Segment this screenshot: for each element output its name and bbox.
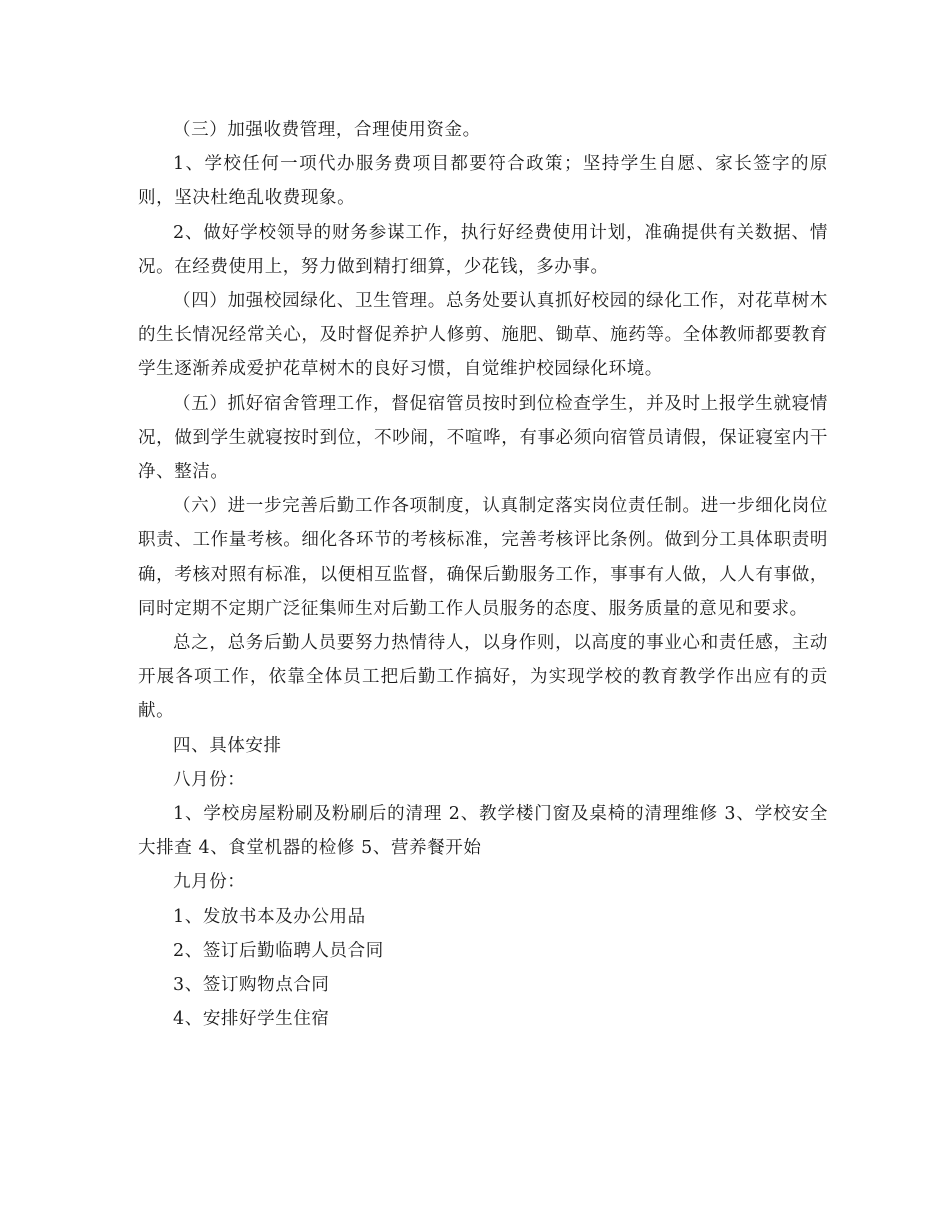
document-body [138,113,828,1036]
paragraph-greening-management: （四）加强校园绿化、卫生管理。总务处要认真抓好校园的绿化工作，对花草树木的生长情况经常关心，及时督促养护人修剪、施肥、锄草、施药等。全体教师都要教育学生逐渐养成爱护花草树木的良好习惯，自觉维护校园绿化环境。 [138,291,828,380]
paragraph-fee-policy: 1、学校任何一项代办服务费项目都要符合政策；坚持学生自愿、家长签字的原则，坚决杜绝乱收费现象。 [138,154,828,209]
paragraph-finance-advisory: 2、做好学校领导的财务参谋工作，执行好经费使用计划，准确提供有关数据、情况。在经费使用上，努力做到精打细算，少花钱，多办事。 [138,222,828,277]
month-heading-august: 八月份： [173,769,246,790]
list-item: 2、签订后勤临聘人员合同 [173,940,384,961]
paragraph-summary: 总之，总务后勤人员要努力热情待人，以身作则，以高度的事业心和责任感，主动开展各项工作，依靠全体员工把后勤工作搞好，为实现学校的教育教学作出应有的贡献。 [138,633,828,722]
section-heading-fee-management: （三）加强收费管理，合理使用资金。 [173,120,481,140]
list-item: 4、安排好学生住宿 [173,1009,330,1030]
paragraph-dormitory-management: （五）抓好宿舍管理工作，督促宿管员按时到位检查学生，并及时上报学生就寝情况，做到学生就寝按时到位，不吵闹，不喧哗，有事必须向宿管员请假，保证寝室内干净、整洁。 [138,393,828,483]
list-item: 1、发放书本及办公用品 [173,906,366,927]
list-item-august-tasks: 1、学校房屋粉刷及粉刷后的清理 2、教学楼门窗及桌椅的清理维修 3、学校安全大排查 4、食堂机器的检修 5、营养餐开始 [138,804,828,859]
month-heading-september: 九月份： [173,872,246,893]
section-heading-schedule: 四、具体安排 [173,735,282,756]
paragraph-logistics-system: （六）进一步完善后勤工作各项制度，认真制定落实岗位责任制。进一步细化岗位职责、工作量考核。细化各环节的考核标准，完善考核评比条例。做到分工具体职责明确，考核对照有标准，以便相互监督，确保后勤服务工作，事事有人做，人人有事做，同时定期不定期广泛征集师生对后勤工作人员服务的态度、服务质量的意见和要求。 [138,496,828,619]
list-item: 3、签订购物点合同 [173,975,330,996]
